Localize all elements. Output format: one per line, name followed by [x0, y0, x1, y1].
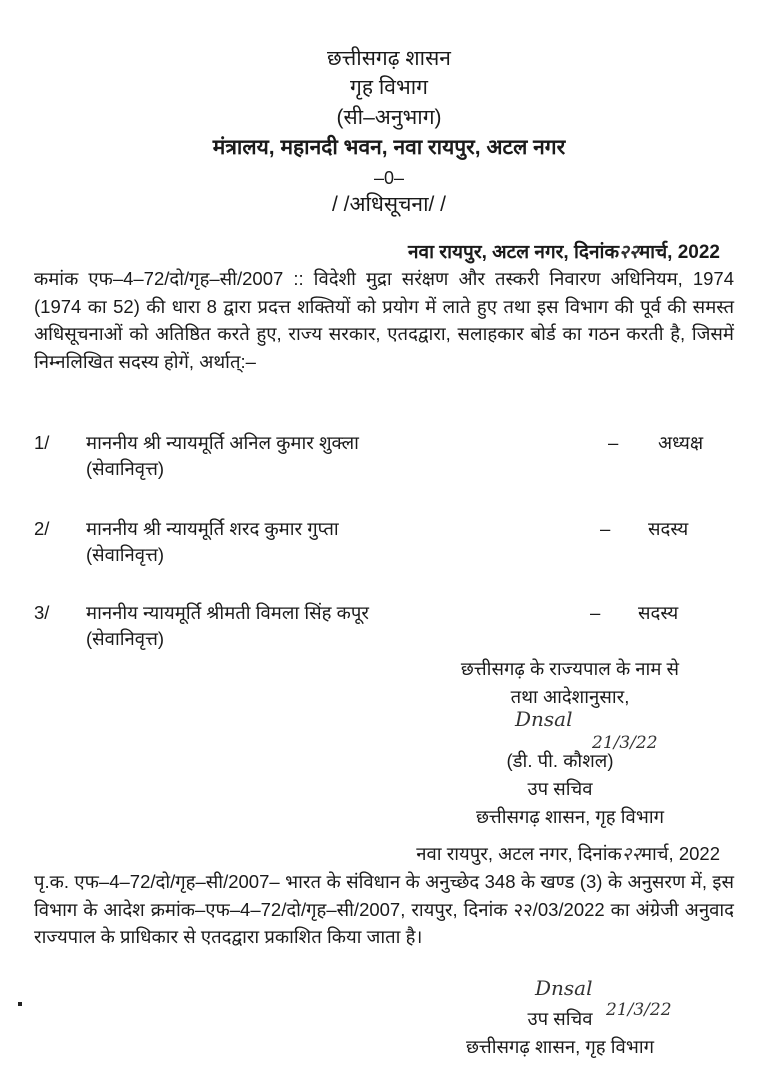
signatory-office: छत्तीसगढ़ शासन, गृह विभाग: [475, 806, 665, 827]
handwritten-date: २२: [621, 844, 641, 865]
member-role: अध्यक्ष: [658, 432, 704, 453]
member-dash: –: [600, 518, 611, 539]
separator: –0–: [373, 168, 405, 188]
member-status: (सेवानिवृत्त): [86, 544, 165, 565]
endorsement-date-line: [416, 841, 720, 866]
signature-scrawl: Dnsal: [515, 707, 573, 731]
address-heading: मंत्रालय, महानदी भवन, नवा रायपुर, अटल नगर: [212, 136, 566, 159]
signatory-designation: उप सचिव: [527, 778, 593, 799]
date-prefix: नवा रायपुर, अटल नगर, दिनांक: [408, 242, 620, 263]
department-heading: गृह विभाग: [350, 76, 428, 99]
scan-mark: [18, 1002, 22, 1006]
document-title: / /अधिसूचना/ /: [331, 193, 447, 216]
date-prefix: नवा रायपुर, अटल नगर, दिनांक: [416, 843, 622, 864]
member-status: (सेवानिवृत्त): [86, 628, 165, 649]
notification-date-line: [408, 238, 720, 264]
endorsement-body: पृ.क. एफ–4–72/दो/गृह–सी/2007– भारत के संविधान के अनुच्छेद 348 के खण्ड (3) के अनुसरण में, इस विभाग के आदेश क्रमांक–एफ–4–72/दो/गृह–सी/2007, रायपुर, दिनांक २२/03/2022 का अंग्रेजी अनुवाद राज्यपाल के प्राधिकार से एतदद्वारा प्रकाशित किया जाता है।: [34, 871, 734, 947]
member-number: 1/: [34, 432, 50, 453]
order-line: तथा आदेशानुसार,: [510, 686, 630, 707]
signatory-details: [410, 747, 730, 831]
handwritten-date: २२: [619, 241, 639, 263]
date-suffix: मार्च, 2022: [638, 242, 720, 263]
member-name: माननीय श्री न्यायमूर्ति अनिल कुमार शुक्ला: [86, 432, 359, 453]
notification-body: कमांक एफ–4–72/दो/गृह–सी/2007 :: विदेशी मुद्रा सरंक्षण और तस्करी निवारण अधिनियम, 1974 (1974 का 52) की धारा 8 द्वारा प्रदत्त शक्तियों को प्रयोग में लाते हुए तथा इस विभाग की पूर्व की समस्त अधिसूचनाओं को अतिष्ठित करते हुए, राज्य सरकार, एतदद्वारा, सलाहकार बोर्ड का गठन करती है, जिसमें निम्नलिखित सदस्य होगें, अर्थात्:–: [34, 268, 734, 372]
signature-date: 21/3/22: [606, 1000, 672, 1020]
member-number: 2/: [34, 518, 50, 539]
government-heading: छत्तीसगढ़ शासन: [327, 47, 451, 70]
member-name: माननीय न्यायमूर्ति श्रीमती विमला सिंह कपूर: [86, 602, 369, 623]
signature-date: 21/3/22: [592, 733, 658, 753]
member-status: (सेवानिवृत्त): [86, 458, 165, 479]
member-role: सदस्य: [648, 518, 689, 539]
signatory-designation: उप सचिव: [527, 1008, 593, 1029]
member-dash: –: [590, 602, 601, 623]
signature-block: [410, 655, 730, 711]
signatory-details: [410, 1005, 710, 1061]
signatory-office: छत्तीसगढ़ शासन, गृह विभाग: [465, 1036, 655, 1057]
member-name: माननीय श्री न्यायमूर्ति शरद कुमार गुप्ता: [86, 518, 339, 539]
governor-authority-line: छत्तीसगढ़ के राज्यपाल के नाम से: [460, 658, 680, 679]
section-heading: (सी–अनुभाग): [336, 106, 442, 129]
signature-scrawl: Dnsal: [535, 976, 593, 1000]
member-dash: –: [608, 432, 619, 453]
signatory-name: (डी. पी. कौशल): [506, 750, 614, 771]
member-number: 3/: [34, 602, 50, 623]
member-role: सदस्य: [638, 602, 679, 623]
date-suffix: मार्च, 2022: [640, 843, 720, 864]
